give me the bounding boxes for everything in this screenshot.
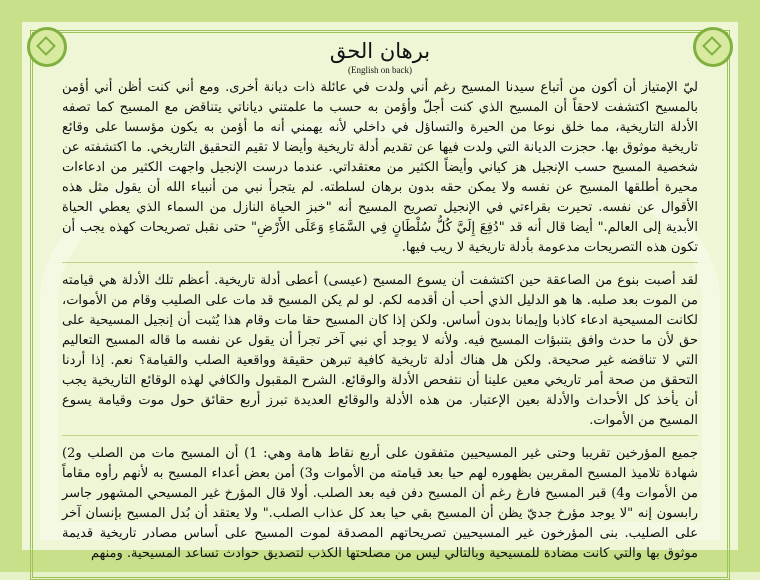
tract-content bbox=[62, 38, 698, 576]
page-title: برهان الحق bbox=[329, 39, 431, 63]
corner-ornament-left bbox=[27, 27, 67, 67]
subtitle-note: (English on back) bbox=[348, 65, 412, 75]
paragraph-2: لقد أصبت بنوع من الصاعقة حين اكتشفت أن يسوع المسيح (عيسى) أعطى أدلة تاريخية. أعظم تلك الأدلة هي قيامته من الموت بعد صلبه. ها هو الدليل الذي أحب أن أقدمه لكم. لو لم يكن المسيح قد مات على الصليب وقام من الأموات، لكانت المسيحية ادعاء كاذبا وإيمانا بدون أساس. ولكن إذا كان المسيح حقا مات وقام هذا يُثبت أن إنجيل المسيحية على حق لأن ما حدث وافق بتنبؤات المسيح فيه. ولأنه لا يوجد أي نبي آخر تجرأ أن يقول عن نفسه ما قاله المسيح التعاليم التي لا تناقضه غير صحيحة. ولكن هل هناك أدلة تاريخية كافية تبرهن حقيقة وواقعية الصلب والقيامة؟ نعم. إذا أردنا التحقق من صحة أمر تاريخي معين علينا أن نتفحص الأدلة والوقائع. الشرح المقبول والكافي لهذه الوقائع التاريخية يجب أن يأخذ كل الأحداث والأدلة بعين الإعتبار. من هذه الأدلة والوقائع العديدة تبرز أربع حقائق حول موت وقيامة يسوع المسيح من الأموات. bbox=[62, 271, 698, 436]
paragraph-3: جميع المؤرخين تقريبا وحتى غير المسيحيين متفقون على أربع نقاط هامة وهي: 1) أن المسيح مات من الصلب و2) شهادة تلاميذ المسيح المقربين بظهوره لهم حيا بعد قيامته من الأموات و3) أمن بعض أعداء المسيح به لأنهم رأوه مقاماً من الأموات و4) قبر المسيح فارغ رغم أن المسيح دفن فيه بعد الصلب. أولا قال المؤرخ غير المسيحي المشهور جاسر رابسون إنه "لا يوجد مؤرخ جديّ يظن أن المسيح بقي حيا بعد كل عذاب الصلب." ولا يعتقد أن بُدل المسيح بإنسان آخر على الصليب. بنى المؤرخون غير المسيحيين تصريحاتهم المصدقة لموت المسيح على أساس مصادر تاريخية قديمة موثوق بها والتي كانت مضادة للمسيحية وبالتالي ليس من مصلحتها الكذب لتصديق حوادث تساعد المسيحية. ومنهم bbox=[62, 446, 698, 561]
corner-ornament-right bbox=[693, 27, 733, 67]
paragraph-1: ليّ الإمتياز أن أكون من أتباع سيدنا المسيح رغم أني ولدت في عائلة ذات ديانة أخرى. ومع أني كنت أظن أني أؤمن بالمسيح اكتشفت لاحقاً أن المسيح الذي كنت أجلّ وأؤمن به حسب ما علمتني دياناتي يتناقض مع المسيح كما تصفه الأدلة التاريخية، مما خلق نوعا من الحيرة والتساؤل في داخلي لأنه يهمني أنه ما أؤمن به يكون مؤسسا على وقائع تاريخية موثوق بها. حجزت الديانة التي ولدت فيها عن تقديم أدلة تاريخية وأيضا لا تقيم التحقيق التاريخي. ما اكتشفته عن شخصية المسيح حسب الإنجيل هز كياني وأيضاً الكثير من معتقداتي. عندما درست الإنجيل واجهت الكثير من ادعاءات محيرة أطلقها المسيح عن نفسه ولا يمكن حقه بدون برهان لسلطته. لم يتجرأ نبي من أنبياء الله أن يقول مثل هذه الأقوال عن نفسه. تحيرت بقراءتي في الإنجيل تصريح المسيح أنه "خبز الحياة النازل من السماء الذي يعطي الحياة الأبدية إلى العالم." أيضا قال أنه قد "دُفِعَ إِلَيَّ كُلُّ سُلْطَانٍ فِي السَّمَاءِ وَعَلَى الأَرْضِ" حتى نقبل تصريحات كهذه يجب أن تكون هذه التصريحات مدعومة بأدلة تاريخية لا ريب فيها. bbox=[62, 78, 698, 263]
